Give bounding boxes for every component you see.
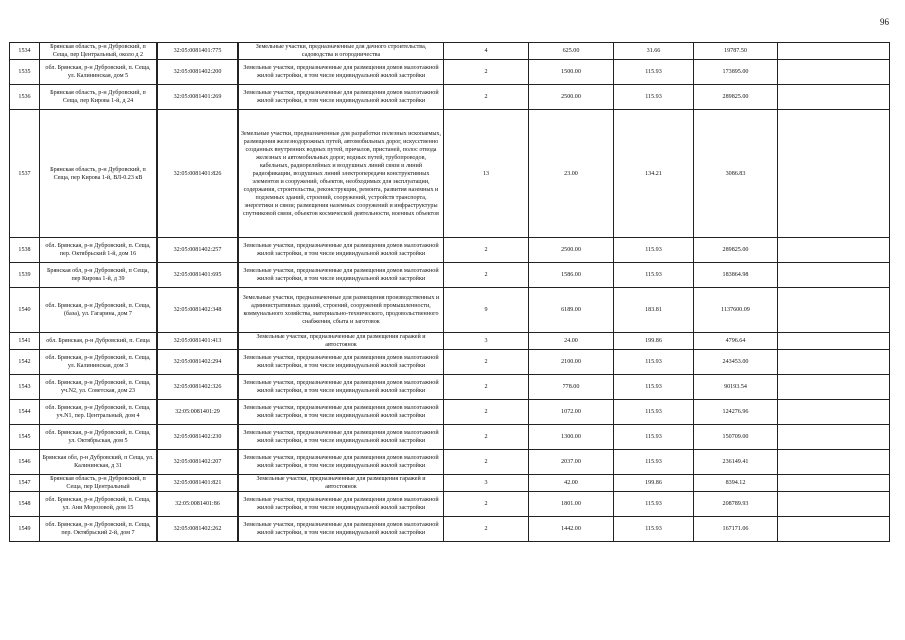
empty-cell (778, 85, 890, 110)
address-cell: обл. Брянская, р-н Дубровский, п. Сеща, уч.N1, пер. Центральный, дом 4 (40, 400, 157, 425)
specific-value-cell: 115.93 (614, 517, 694, 542)
land-use-cell: Земельные участки, предназначенные для размещения домов малоэтажной жилой застройки, в том числе индивидуальной жилой застройки (239, 375, 444, 400)
specific-value-cell: 115.93 (614, 350, 694, 375)
empty-cell (778, 400, 890, 425)
row-number-cell: 1542 (10, 350, 40, 375)
use-code-cell: 2 (444, 517, 529, 542)
land-use-cell: Земельные участки, предназначенные для размещения домов малоэтажной жилой застройки, в том числе индивидуальной жилой застройки (239, 425, 444, 450)
row-number-cell: 1547 (10, 475, 40, 492)
address-cell: Брянская обл, р-н Дубровский, п Сеща, ул. Калининская, д 31 (40, 450, 157, 475)
land-use-cell: Земельные участки, предназначенные для размещения домов малоэтажной жилой застройки, в том числе индивидуальной жилой застройки (239, 400, 444, 425)
land-use-cell: Земельные участки, предназначенные для размещения гаражей и автостоянок (239, 475, 444, 492)
use-code-cell: 2 (444, 350, 529, 375)
area-cell: 1072.00 (529, 400, 614, 425)
table-row (10, 238, 890, 263)
use-code-cell: 2 (444, 450, 529, 475)
cadastral-number-cell: 32:05:0081402:262 (158, 517, 238, 542)
area-cell: 2500.00 (529, 85, 614, 110)
land-use-cell: Земельные участки, предназначенные для размещения гаражей и автостоянок (239, 333, 444, 350)
specific-value-cell: 115.93 (614, 492, 694, 517)
table-row (10, 110, 890, 238)
area-cell: 2037.00 (529, 450, 614, 475)
cadastral-value-cell: 8394.12 (694, 475, 778, 492)
cadastral-number-cell: 32:05:0081402:348 (158, 288, 238, 333)
empty-cell (778, 60, 890, 85)
land-use-cell: Земельные участки, предназначенные для размещения производственных и административных зданий, строений, сооружений промышленности, коммунального хозяйства, материально-технического, продовольственного снабжения, сбыта и заготовок (239, 288, 444, 333)
use-code-cell: 2 (444, 238, 529, 263)
area-cell: 6189.00 (529, 288, 614, 333)
cadastral-value-cell: 236149.41 (694, 450, 778, 475)
address-cell: Брянская область, р-н Дубровский, п Сеща, пер Кирова 1-й, ВЛ-0.23 кВ (40, 110, 157, 238)
specific-value-cell: 134.21 (614, 110, 694, 238)
cadastral-number-cell: 32:05:0081401:269 (158, 85, 238, 110)
land-use-cell: Земельные участки, предназначенные для разработки полезных ископаемых, размещения железнодорожных путей, автомобильных дорог, искусственно созданных внутренних водных путей, причалов, пристаней, полос отвода железных и автомобильных дорог, водных путей, трубопроводов, кабельных, радиорелейных и воздушных линий связи и линий радиофикации, воздушных линий электропередачи конструктивных элементов и сооружений, объектов, необходимых для эксплуатации, содержания, строительства, реконструкции, ремонта, развития наземных и подземных зданий, строений, сооружений, устройств транспорта, энергетики и связи; размещения наземных сооружений и инфраструктуры спутниковой связи, объектов космической деятельности, военных объектов (239, 110, 444, 238)
use-code-cell: 2 (444, 60, 529, 85)
table-row (10, 400, 890, 425)
row-number-cell: 1546 (10, 450, 40, 475)
empty-cell (778, 492, 890, 517)
use-code-cell: 4 (444, 43, 529, 60)
cadastral-number-cell: 32:05:0081401:29 (158, 400, 238, 425)
area-cell: 42.00 (529, 475, 614, 492)
use-code-cell: 2 (444, 263, 529, 288)
empty-cell (778, 350, 890, 375)
table-row (10, 350, 890, 375)
row-number-cell: 1534 (10, 43, 40, 60)
row-number-cell: 1548 (10, 492, 40, 517)
address-cell: обл. Брянская, р-н Дубровский, п. Сеща, пер. Октябрьский 2-й, дом 7 (40, 517, 157, 542)
empty-cell (778, 517, 890, 542)
table-row (10, 43, 890, 60)
cadastral-number-cell: 32:05:0081401:821 (158, 475, 238, 492)
land-use-cell: Земельные участки, предназначенные для размещения домов малоэтажной жилой застройки, в том числе индивидуальной жилой застройки (239, 85, 444, 110)
land-use-cell: Земельные участки, предназначенные для размещения домов малоэтажной жилой застройки, в том числе индивидуальной жилой застройки (239, 350, 444, 375)
address-cell: обл. Брянская, р-н Дубровский, п. Сеща, ул. Калининская, дом 5 (40, 60, 157, 85)
cadastral-value-cell: 289825.00 (694, 85, 778, 110)
empty-cell (778, 333, 890, 350)
specific-value-cell: 31.66 (614, 43, 694, 60)
use-code-cell: 2 (444, 400, 529, 425)
cadastral-value-cell: 3086.83 (694, 110, 778, 238)
cadastral-number-cell: 32:05:0081402:230 (158, 425, 238, 450)
empty-cell (778, 425, 890, 450)
row-number-cell: 1536 (10, 85, 40, 110)
address-cell: обл. Брянская, р-н Дубровский, п. Сеща, (база), ул. Гагарина, дом 7 (40, 288, 157, 333)
address-cell: обл. Брянская, р-н Дубровский, п. Сеща, ул. Калининская, дом 3 (40, 350, 157, 375)
area-cell: 1300.00 (529, 425, 614, 450)
cadastral-number-cell: 32:05:0081401:86 (158, 492, 238, 517)
address-cell: Брянская область, р-н Дубровский, п Сеща, пер Центральный (40, 475, 157, 492)
address-cell: обл. Брянская, р-н Дубровский, п. Сеща, ул. Ани Морозовой, дом 15 (40, 492, 157, 517)
area-cell: 23.00 (529, 110, 614, 238)
cadastral-value-cell: 4796.64 (694, 333, 778, 350)
table-row (10, 288, 890, 333)
land-use-cell: Земельные участки, предназначенные для размещения домов малоэтажной жилой застройки, в том числе индивидуальной жилой застройки (239, 517, 444, 542)
area-cell: 2500.00 (529, 238, 614, 263)
land-use-cell: Земельные участки, предназначенные для дачного строительства, садоводства и огородничества (239, 43, 444, 60)
cadastral-value-cell: 1137600.09 (694, 288, 778, 333)
address-cell: обл. Брянская, р-н Дубровский, п. Сеща, ул. Октябрьская, дом 5 (40, 425, 157, 450)
cadastral-value-cell: 183864.98 (694, 263, 778, 288)
use-code-cell: 2 (444, 492, 529, 517)
table-body (10, 43, 890, 542)
area-cell: 1801.00 (529, 492, 614, 517)
area-cell: 24.00 (529, 333, 614, 350)
area-cell: 1586.00 (529, 263, 614, 288)
page-number: 96 (880, 17, 889, 27)
land-use-cell: Земельные участки, предназначенные для размещения домов малоэтажной жилой застройки, в том числе индивидуальной жилой застройки (239, 263, 444, 288)
specific-value-cell: 115.93 (614, 425, 694, 450)
cadastral-value-cell: 90193.54 (694, 375, 778, 400)
cadastral-value-cell: 150709.00 (694, 425, 778, 450)
area-cell: 778.00 (529, 375, 614, 400)
cadastral-number-cell: 32:05:0081402:257 (158, 238, 238, 263)
cadastral-value-cell: 289825.00 (694, 238, 778, 263)
use-code-cell: 2 (444, 85, 529, 110)
empty-cell (778, 375, 890, 400)
cadastral-number-cell: 32:05:0081402:294 (158, 350, 238, 375)
address-cell: обл. Брянская, р-н Дубровский, п. Сеща (40, 333, 157, 350)
use-code-cell: 3 (444, 475, 529, 492)
table-row (10, 375, 890, 400)
empty-cell (778, 263, 890, 288)
row-number-cell: 1540 (10, 288, 40, 333)
specific-value-cell: 115.93 (614, 85, 694, 110)
cadastral-value-cell: 167171.06 (694, 517, 778, 542)
row-number-cell: 1538 (10, 238, 40, 263)
cadastral-number-cell: 32:05:0081401:826 (158, 110, 238, 238)
empty-cell (778, 238, 890, 263)
cadastral-number-cell: 32:05:0081402:326 (158, 375, 238, 400)
empty-cell (778, 450, 890, 475)
specific-value-cell: 115.93 (614, 375, 694, 400)
use-code-cell: 13 (444, 110, 529, 238)
table-row (10, 517, 890, 542)
table-row (10, 425, 890, 450)
empty-cell (778, 288, 890, 333)
cadastral-number-cell: 32:05:0081402:207 (158, 450, 238, 475)
table-row (10, 450, 890, 475)
row-number-cell: 1535 (10, 60, 40, 85)
cadastral-number-cell: 32:05:0081401:775 (158, 43, 238, 60)
specific-value-cell: 115.93 (614, 400, 694, 425)
row-number-cell: 1543 (10, 375, 40, 400)
cadastral-value-cell: 19787.50 (694, 43, 778, 60)
row-number-cell: 1541 (10, 333, 40, 350)
use-code-cell: 3 (444, 333, 529, 350)
cadastral-number-cell: 32:05:0081401:695 (158, 263, 238, 288)
cadastral-value-table (9, 42, 890, 542)
specific-value-cell: 115.93 (614, 263, 694, 288)
use-code-cell: 2 (444, 375, 529, 400)
row-number-cell: 1537 (10, 110, 40, 238)
table-row (10, 492, 890, 517)
cadastral-number-cell: 32:05:0081401:413 (158, 333, 238, 350)
row-number-cell: 1549 (10, 517, 40, 542)
address-cell: Брянская область, р-н Дубровский, п Сеща, пер Центральный, около д 2 (40, 43, 157, 60)
row-number-cell: 1539 (10, 263, 40, 288)
use-code-cell: 2 (444, 425, 529, 450)
specific-value-cell: 199.86 (614, 475, 694, 492)
cadastral-value-cell: 208789.93 (694, 492, 778, 517)
area-cell: 1442.00 (529, 517, 614, 542)
land-use-cell: Земельные участки, предназначенные для размещения домов малоэтажной жилой застройки, в том числе индивидуальной жилой застройки (239, 450, 444, 475)
land-use-cell: Земельные участки, предназначенные для размещения домов малоэтажной жилой застройки, в том числе индивидуальной жилой застройки (239, 238, 444, 263)
specific-value-cell: 115.93 (614, 450, 694, 475)
empty-cell (778, 43, 890, 60)
table-row (10, 85, 890, 110)
area-cell: 625.00 (529, 43, 614, 60)
specific-value-cell: 115.93 (614, 238, 694, 263)
table-row (10, 333, 890, 350)
area-cell: 2100.00 (529, 350, 614, 375)
empty-cell (778, 110, 890, 238)
table-row (10, 475, 890, 492)
table-row (10, 60, 890, 85)
address-cell: обл. Брянская, р-н Дубровский, п. Сеща, пер. Октябрьский 1-й, дом 16 (40, 238, 157, 263)
address-cell: Брянская обл, р-н Дубровский, п Сеща, пер Кирова 1-й, д 39 (40, 263, 157, 288)
address-cell: обл. Брянская, р-н Дубровский, п. Сеща, уч.N2, ул. Советская, дом 23 (40, 375, 157, 400)
address-cell: Брянская область, р-н Дубровский, п Сеща, пер Кирова 1-й, д 24 (40, 85, 157, 110)
land-use-cell: Земельные участки, предназначенные для размещения домов малоэтажной жилой застройки, в том числе индивидуальной жилой застройки (239, 60, 444, 85)
land-use-cell: Земельные участки, предназначенные для размещения домов малоэтажной жилой застройки, в том числе индивидуальной жилой застройки (239, 492, 444, 517)
cadastral-value-cell: 124276.96 (694, 400, 778, 425)
cadastral-value-cell: 243453.00 (694, 350, 778, 375)
cadastral-number-cell: 32:05:0081402:200 (158, 60, 238, 85)
table-row (10, 263, 890, 288)
cadastral-value-cell: 173895.00 (694, 60, 778, 85)
specific-value-cell: 199.86 (614, 333, 694, 350)
use-code-cell: 9 (444, 288, 529, 333)
row-number-cell: 1545 (10, 425, 40, 450)
empty-cell (778, 475, 890, 492)
area-cell: 1500.00 (529, 60, 614, 85)
specific-value-cell: 115.93 (614, 60, 694, 85)
row-number-cell: 1544 (10, 400, 40, 425)
specific-value-cell: 183.81 (614, 288, 694, 333)
